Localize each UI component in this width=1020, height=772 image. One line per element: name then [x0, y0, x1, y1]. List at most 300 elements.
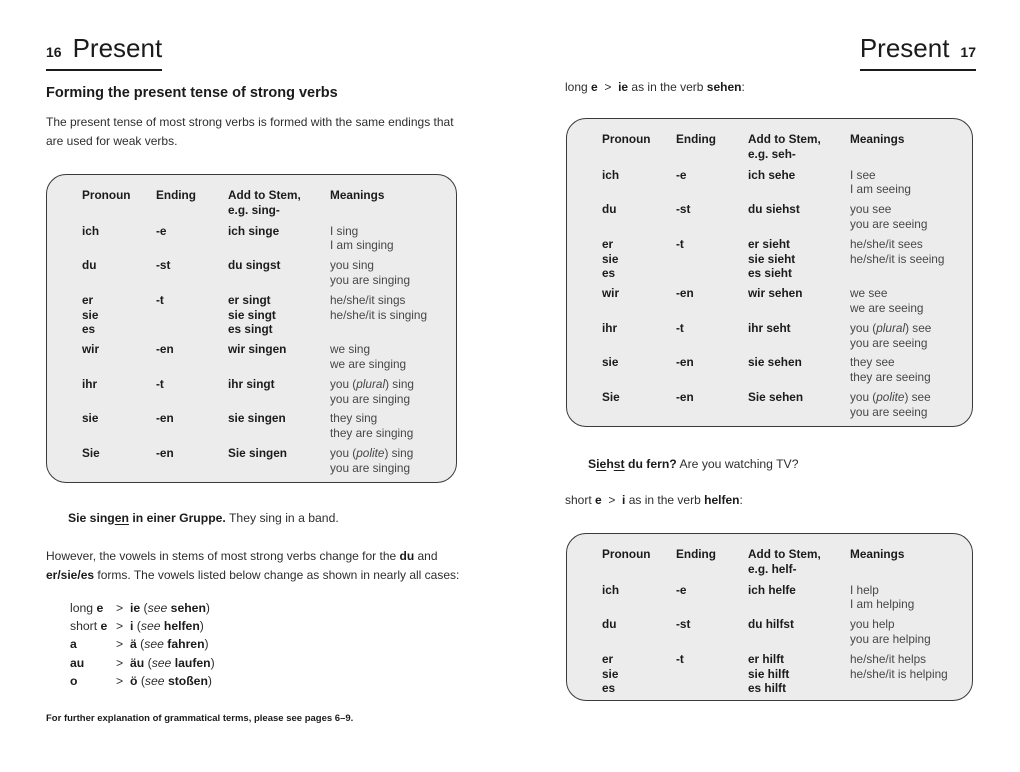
text-run: > — [597, 80, 619, 94]
header-line: e.g. helf- — [748, 561, 797, 576]
page-header-left — [46, 34, 162, 71]
verb-form: du siehst — [748, 202, 800, 217]
text-run: he/she/it sings — [330, 292, 406, 307]
text-run: st — [613, 457, 625, 471]
meaning-line — [850, 405, 964, 420]
ending: -en — [156, 445, 174, 460]
column-header — [748, 547, 850, 577]
meaning-line — [850, 217, 964, 232]
verb-form: wir singen — [228, 342, 287, 357]
ending: -st — [676, 202, 691, 217]
ending: -t — [156, 292, 164, 307]
table-row — [602, 390, 964, 420]
vowel-from — [70, 599, 116, 617]
text-run: they are singing — [330, 426, 414, 441]
text-run: ) see — [904, 389, 931, 404]
ending: -en — [676, 355, 694, 370]
meaning-line — [850, 667, 964, 682]
forms-cell — [748, 237, 850, 281]
text-run: we are seeing — [850, 300, 924, 315]
text-run: short — [565, 493, 596, 507]
ending-cell — [156, 258, 228, 288]
text-run: in einer Gruppe. — [128, 511, 226, 525]
text-run: ) — [204, 637, 209, 652]
meaning-line — [850, 252, 964, 267]
vowel-arrow: > — [116, 673, 124, 688]
meanings-cell — [850, 583, 964, 613]
ending-cell — [676, 237, 748, 281]
pronoun: es — [602, 266, 616, 281]
text-run: helfen — [163, 619, 200, 634]
text-run: äu — [130, 655, 145, 670]
meanings-cell — [330, 377, 448, 407]
text-run: S — [588, 457, 597, 471]
text-run: I help — [850, 582, 879, 597]
ending: -e — [156, 223, 167, 238]
text-run: we sing — [330, 342, 370, 357]
text-run: o — [70, 673, 78, 688]
ending: -t — [676, 236, 684, 251]
text-run: ) sing — [385, 376, 414, 391]
meaning-line — [850, 237, 964, 252]
pronoun-cell — [82, 342, 156, 372]
text-run: you ( — [330, 376, 357, 391]
pronoun-cell — [82, 377, 156, 407]
ending: -en — [676, 286, 694, 301]
table-header-row — [82, 188, 448, 218]
vowel-from — [70, 617, 116, 635]
header-line: Add to Stem, — [748, 547, 821, 561]
text-run: h — [606, 457, 614, 471]
text-run: They sing in a band. — [225, 511, 339, 525]
text-run: ) sing — [384, 445, 414, 460]
text-run: ) — [205, 601, 210, 615]
header-line: Add to Stem, — [228, 188, 301, 202]
forms-cell — [748, 355, 850, 385]
verb-form: ich helfe — [748, 582, 796, 597]
table-row — [82, 258, 448, 288]
verb-form: Sie singen — [228, 445, 288, 460]
meaning-line — [330, 461, 448, 476]
column-header — [330, 188, 448, 218]
meaning-line — [850, 202, 964, 217]
meaning-line — [850, 632, 964, 647]
pronoun-cell — [602, 321, 676, 351]
meaning-line — [330, 446, 448, 461]
meaning-line — [850, 168, 964, 183]
pronoun: sie — [602, 666, 619, 681]
text-run: you ( — [850, 389, 877, 404]
text-run: he/she/it is seeing — [850, 251, 945, 266]
ending-cell — [676, 652, 748, 696]
vowel-change-list — [70, 599, 215, 690]
column-header — [850, 132, 964, 162]
text-run: ä — [130, 637, 137, 652]
table-row — [82, 411, 448, 441]
table-row — [82, 342, 448, 372]
pronoun: es — [602, 681, 616, 696]
pronoun: es — [82, 322, 96, 337]
pronoun-cell — [602, 652, 676, 696]
forms-cell — [748, 202, 850, 232]
verb-form: er hilft — [748, 651, 785, 666]
text-run: However, the vowels in stems of most strong verbs change for the — [46, 549, 400, 563]
table-row — [602, 652, 964, 696]
forms-cell — [228, 224, 330, 254]
text-run: you are singing — [330, 460, 411, 475]
meaning-line — [850, 182, 964, 197]
pronoun-cell — [82, 411, 156, 441]
text-run: stoßen — [167, 673, 208, 688]
ending-cell — [676, 286, 748, 316]
ending: -en — [676, 389, 694, 404]
ending: -t — [676, 651, 684, 666]
text-run: polite — [356, 445, 385, 460]
verb-form: sie singen — [228, 411, 286, 426]
column-header — [602, 132, 676, 162]
verb-form: sie singt — [228, 307, 276, 322]
text-run: ( — [136, 637, 145, 652]
pronoun-cell — [602, 355, 676, 385]
text-run: I see — [850, 167, 876, 182]
pronoun: sie — [82, 411, 99, 426]
meaning-line — [850, 336, 964, 351]
example-sentence-singen — [68, 510, 339, 526]
ending-cell — [156, 377, 228, 407]
pronoun: er — [82, 292, 94, 307]
pronoun-cell — [82, 224, 156, 254]
text-run: you are singing — [330, 391, 411, 406]
forms-cell — [228, 411, 330, 441]
vowel-arrow: > — [116, 655, 124, 670]
ending-cell — [156, 342, 228, 372]
text-run: ( — [144, 655, 152, 670]
text-run: you see — [850, 202, 892, 217]
intro-paragraph: The present tense of most strong verbs is formed with the same endings that are used for weak verbs. — [46, 115, 454, 148]
text-run: du fern? — [624, 457, 677, 471]
pronoun-cell — [602, 583, 676, 613]
example-sentence-sehen — [588, 456, 798, 472]
meanings-cell — [850, 202, 964, 232]
text-run: ie — [130, 601, 141, 615]
text-run: > — [601, 493, 623, 507]
meanings-cell — [330, 446, 448, 476]
text-run: see — [140, 619, 161, 634]
pronoun: ihr — [82, 376, 98, 391]
meaning-line — [850, 321, 964, 336]
pronoun: du — [602, 617, 617, 632]
pronoun: ihr — [602, 320, 618, 335]
ending: -e — [676, 167, 687, 182]
text-run: I sing — [330, 223, 359, 238]
text-run: you ( — [850, 320, 877, 335]
conjugation-table-helfen — [566, 533, 973, 701]
vowel-arrow: > — [116, 601, 124, 615]
header-line: Meanings — [850, 132, 905, 146]
ending: -t — [156, 376, 164, 391]
pronoun-cell — [82, 446, 156, 476]
meaning-line — [850, 652, 964, 667]
text-run: you sing — [330, 258, 374, 273]
meaning-line — [330, 411, 448, 426]
text-run: au — [70, 655, 85, 670]
meaning-line — [850, 583, 964, 598]
column-header — [228, 188, 330, 218]
vowel-change-row — [70, 599, 215, 617]
text-run: ) — [199, 619, 204, 634]
verb-form: er sieht — [748, 236, 790, 251]
meanings-cell — [330, 293, 448, 337]
text-run: see — [144, 637, 164, 652]
column-header — [850, 547, 964, 577]
text-run: e — [591, 80, 598, 94]
pronoun-cell — [602, 168, 676, 198]
text-run: sehen — [706, 80, 742, 94]
pronoun: wir — [602, 286, 620, 301]
text-run: they see — [850, 355, 895, 370]
meaning-line — [330, 426, 448, 441]
verb-form: du singst — [228, 258, 281, 273]
text-run: : — [739, 493, 743, 507]
column-header — [676, 132, 748, 162]
meaning-line — [850, 301, 964, 316]
forms-cell — [228, 446, 330, 476]
meanings-cell — [330, 342, 448, 372]
header-line: Ending — [676, 132, 716, 146]
text-run: see — [147, 601, 168, 615]
vowel-from — [70, 635, 116, 653]
pronoun-cell — [602, 237, 676, 281]
verb-form: ich sehe — [748, 167, 796, 182]
text-run: en — [114, 511, 129, 525]
table-row — [602, 583, 964, 613]
text-run: I am helping — [850, 597, 915, 612]
meanings-cell — [850, 286, 964, 316]
text-run: you are seeing — [850, 335, 928, 350]
ending-cell — [156, 446, 228, 476]
verb-form: sie hilft — [748, 666, 790, 681]
short-e-rule-line — [565, 492, 743, 508]
verb-form: Sie sehen — [748, 389, 804, 404]
meanings-cell — [330, 224, 448, 254]
meaning-line — [850, 286, 964, 301]
vowel-change-row — [70, 635, 215, 653]
pronoun: sie — [602, 251, 619, 266]
pronoun-cell — [602, 286, 676, 316]
pronoun: sie — [602, 355, 619, 370]
ending-cell — [676, 583, 748, 613]
text-run: e — [96, 601, 104, 615]
pronoun: er — [602, 236, 614, 251]
verb-form: wir sehen — [748, 286, 803, 301]
text-run: long — [565, 80, 592, 94]
meanings-cell — [850, 168, 964, 198]
text-run: Are you watching TV? — [676, 457, 799, 471]
text-run: Sie sing — [68, 511, 115, 525]
header-line: Pronoun — [602, 547, 651, 561]
text-run: er/sie/es — [46, 568, 95, 582]
text-run: ö — [130, 673, 138, 688]
text-run: e — [595, 493, 602, 507]
ending: -st — [676, 617, 691, 632]
forms-cell — [228, 293, 330, 337]
text-run: plural — [356, 376, 386, 391]
page-title: Present — [72, 33, 163, 63]
pronoun: er — [602, 651, 614, 666]
ending: -t — [676, 320, 684, 335]
vowel-change-row — [70, 654, 215, 672]
meaning-line — [330, 308, 448, 323]
text-run: I am seeing — [850, 182, 911, 197]
page-number: 17 — [960, 44, 976, 60]
forms-cell — [228, 377, 330, 407]
section-heading: Forming the present tense of strong verbs — [46, 85, 338, 101]
meaning-line — [330, 273, 448, 288]
header-line: Meanings — [330, 188, 385, 202]
text-run: you are seeing — [850, 404, 928, 419]
table-row — [82, 446, 448, 476]
text-run: we see — [850, 286, 888, 301]
forms-cell — [748, 390, 850, 420]
pronoun: Sie — [602, 389, 620, 404]
text-run: see — [151, 655, 172, 670]
text-run: polite — [876, 389, 905, 404]
pronoun-cell — [602, 390, 676, 420]
verb-form: du hilfst — [748, 617, 794, 632]
text-run: you are singing — [330, 272, 411, 287]
header-line: Meanings — [850, 547, 905, 561]
text-run: laufen — [174, 655, 211, 670]
text-run: fahren — [167, 637, 205, 652]
ending-cell — [676, 355, 748, 385]
table-row — [602, 237, 964, 281]
ending: -en — [156, 342, 174, 357]
column-header — [156, 188, 228, 218]
meanings-cell — [850, 617, 964, 647]
ending: -e — [676, 582, 687, 597]
ending-cell — [156, 411, 228, 441]
forms-cell — [748, 321, 850, 351]
meaning-line — [850, 617, 964, 632]
pronoun: du — [602, 202, 617, 217]
text-run: i — [622, 493, 626, 507]
text-run: he/she/it helps — [850, 651, 927, 666]
verb-form: es singt — [228, 322, 273, 337]
vowel-change-row — [70, 672, 215, 690]
vowel-to — [130, 599, 215, 617]
forms-cell — [748, 617, 850, 647]
meanings-cell — [850, 321, 964, 351]
vowel-arrow: > — [116, 619, 124, 634]
table-header-row — [602, 132, 964, 162]
meaning-line — [330, 342, 448, 357]
meanings-cell — [330, 411, 448, 441]
text-run: they sing — [330, 411, 378, 426]
pronoun: ich — [602, 167, 620, 182]
table-row — [602, 355, 964, 385]
text-run: see — [144, 673, 165, 688]
header-line: Pronoun — [82, 188, 131, 202]
meaning-line — [850, 390, 964, 405]
text-run: short — [70, 619, 101, 634]
text-run: they are seeing — [850, 370, 931, 385]
pronoun-cell — [602, 202, 676, 232]
long-e-rule-line — [565, 79, 745, 95]
column-header — [82, 188, 156, 218]
text-run: ( — [137, 673, 145, 688]
text-run: plural — [876, 320, 906, 335]
page-footer-note: For further explanation of grammatical terms, please see pages 6–9. — [46, 713, 354, 724]
text-run: ( — [133, 619, 141, 634]
vowel-from — [70, 654, 116, 672]
text-run: helfen — [704, 493, 740, 507]
table-row — [82, 224, 448, 254]
text-run: a — [70, 637, 77, 652]
text-run: we are singing — [330, 356, 407, 371]
text-run: ) — [210, 655, 215, 670]
meanings-cell — [850, 237, 964, 281]
pronoun: ich — [602, 582, 620, 597]
meaning-line — [330, 238, 448, 253]
vowel-arrow: > — [116, 637, 124, 652]
text-run: he/she/it is singing — [330, 307, 428, 322]
meaning-line — [330, 377, 448, 392]
text-run: ( — [140, 601, 148, 615]
forms-cell — [748, 168, 850, 198]
ending-cell — [676, 168, 748, 198]
text-run: sehen — [170, 601, 206, 615]
verb-form: ihr singt — [228, 376, 275, 391]
vowel-change-paragraph — [46, 547, 476, 585]
text-run: ) — [207, 673, 212, 688]
text-run: you ( — [330, 445, 357, 460]
meaning-line — [330, 293, 448, 308]
text-run: he/she/it is helping — [850, 666, 948, 681]
header-line: e.g. seh- — [748, 146, 796, 161]
ending: -st — [156, 258, 171, 273]
vowel-to — [130, 672, 215, 690]
vowel-to — [130, 635, 215, 653]
page-header-right — [860, 34, 976, 71]
pronoun-cell — [602, 617, 676, 647]
text-run: as in the verb — [625, 493, 705, 507]
vowel-change-row — [70, 617, 215, 635]
text-run: e — [100, 619, 108, 634]
verb-form: sie sieht — [748, 251, 796, 266]
table-header-row — [602, 547, 964, 577]
vowel-to — [130, 617, 215, 635]
header-line: Pronoun — [602, 132, 651, 146]
text-run: du — [399, 549, 415, 563]
ending-cell — [676, 617, 748, 647]
ending-cell — [676, 390, 748, 420]
pronoun: Sie — [82, 445, 100, 460]
conjugation-table-sehen — [566, 118, 973, 427]
meaning-line — [850, 355, 964, 370]
text-run: forms. The vowels listed below change as shown in nearly all cases: — [94, 568, 460, 582]
meaning-line — [330, 392, 448, 407]
forms-cell — [748, 286, 850, 316]
forms-cell — [748, 583, 850, 613]
verb-form: es hilft — [748, 681, 787, 696]
text-run: i — [130, 619, 134, 634]
text-run: : — [741, 80, 745, 94]
forms-cell — [228, 342, 330, 372]
verb-form: sie sehen — [748, 355, 802, 370]
table-row — [82, 293, 448, 337]
meanings-cell — [330, 258, 448, 288]
verb-form: es sieht — [748, 266, 792, 281]
